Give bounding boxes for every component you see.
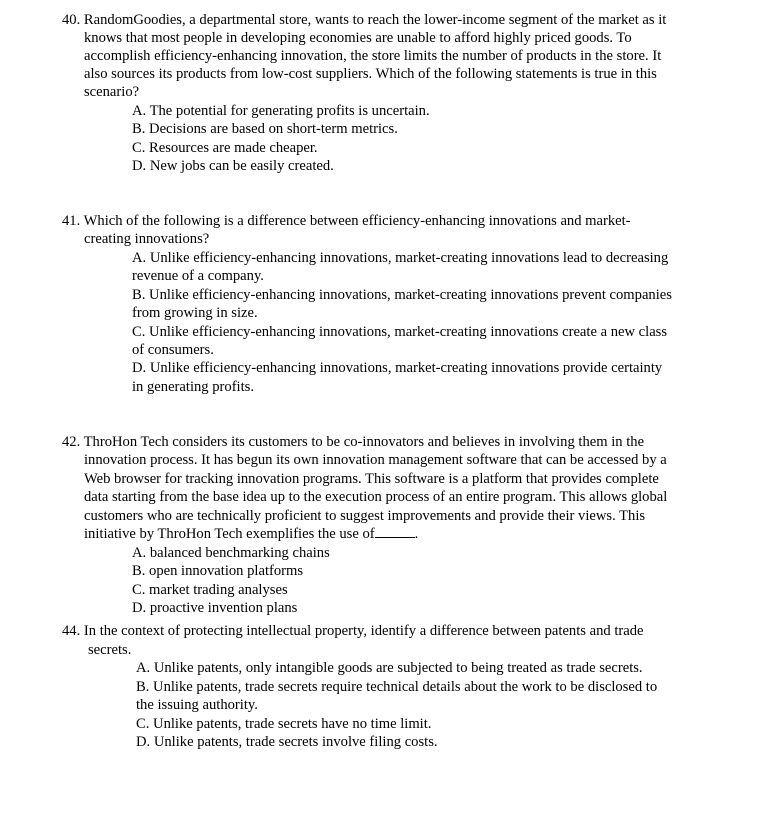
answer-option-d: D. proactive invention plans [132,600,298,616]
answer-option-d-cont: in generating profits. [132,379,254,395]
question-text-line: knows that most people in developing economies are unable to afford highly priced goods. To [84,30,632,46]
answer-option-a: A. balanced benchmarking chains [132,545,330,561]
question-text-line: data starting from the base idea up to the execution process of an entire program. This allows global [84,489,668,505]
answer-option-b-cont: the issuing authority. [136,697,258,713]
answer-option-d: D. New jobs can be easily created. [132,158,334,174]
question-text-line: 42. ThroHon Tech considers its customers to be co-innovators and believes in involving them in the [62,434,645,450]
answer-option-b: B. Decisions are based on short-term metrics. [132,121,398,137]
question-text-line: accomplish efficiency-enhancing innovation, the store limits the number of products in the store. It [84,48,662,64]
answer-option-a: A. Unlike patents, only intangible goods are subjected to being treated as trade secrets. [136,660,643,676]
question-text-line: creating innovations? [84,231,210,247]
question-text-period: . [414,526,419,542]
answer-option-c: C. Unlike efficiency-enhancing innovations, market-creating innovations create a new class [132,324,668,340]
answer-option-a: A. Unlike efficiency-enhancing innovations, market-creating innovations lead to decreasing [132,250,669,266]
answer-option-a-cont: revenue of a company. [132,268,264,284]
question-text-line: scenario? [84,84,140,100]
question-text-line: 44. In the context of protecting intellectual property, identify a difference between patents and trade [62,623,644,639]
question-text-line: secrets. [88,642,132,658]
answer-option-c: C. Resources are made cheaper. [132,140,318,156]
answer-option-c-cont: of consumers. [132,342,214,358]
question-text-line [84,525,418,543]
answer-option-a: A. The potential for generating profits is uncertain. [132,103,430,119]
question-text-line: innovation process. It has begun its own innovation management software that can be accessed by a [84,452,667,468]
answer-option-d: D. Unlike patents, trade secrets involve filing costs. [136,734,438,750]
answer-option-c: C. market trading analyses [132,582,288,598]
answer-option-b-cont: from growing in size. [132,305,258,321]
question-text-line: 40. RandomGoodies, a departmental store, wants to reach the lower-income segment of the market as it [62,12,667,28]
answer-option-b: B. open innovation platforms [132,563,304,579]
answer-option-b: B. Unlike patents, trade secrets require technical details about the work to be disclosed to [136,679,658,695]
question-text-line: customers who are technically proficient to suggest improvements and provide their views. This [84,508,646,524]
answer-option-d: D. Unlike efficiency-enhancing innovations, market-creating innovations provide certainty [132,360,663,376]
answer-blank [375,525,415,538]
question-text-line: 41. Which of the following is a difference between efficiency-enhancing innovations and market- [62,213,631,229]
question-text-line: also sources its products from low-cost suppliers. Which of the following statements is true in this [84,66,657,82]
question-text-line: Web browser for tracking innovation programs. This software is a platform that provides complete [84,471,659,487]
answer-option-b: B. Unlike efficiency-enhancing innovations, market-creating innovations prevent companies [132,287,672,303]
question-text-fragment: initiative by ThroHon Tech exemplifies the use of [84,526,375,542]
answer-option-c: C. Unlike patents, trade secrets have no time limit. [136,716,432,732]
